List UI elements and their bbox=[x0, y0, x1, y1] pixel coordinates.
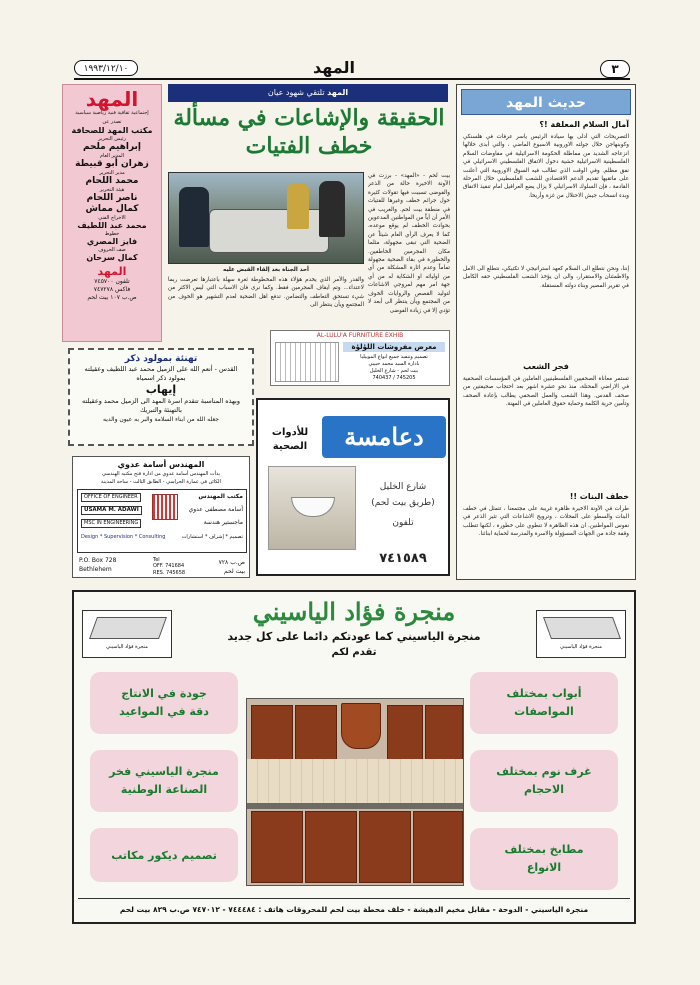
degree-ar: ماجستير هندسة bbox=[203, 519, 243, 526]
paper-title: المهد bbox=[312, 58, 356, 77]
ad-footer: منجرة الياسيني - الدوحة - مقابل مخيم الدهيشة - خلف محطة بيت لحم للمحروقات هاتف : ٧٤٤٤٨٤ - ٧٤٧٠١٢ ص.ب ٨٢٩ بيت لحم bbox=[78, 898, 630, 920]
issue-date: ١٩٩٣/١٢/١٠ bbox=[74, 60, 138, 76]
mgr-label: مدير التحرير bbox=[99, 170, 125, 176]
services-en: Design * Supervision * Consulting bbox=[81, 534, 166, 540]
editorial-para-1: التصريحات التي أدلى بها سيادة الرئيس ياسر عرفات في هلسنكي وكوبنهاجن خلال جولته الاوروبية الاسبوع الماضي ، والتي أبدى خلالها انزعاجه الشديد من مماطلة الحكومة الاسرائيلية في مفاوضات السلام الفلسطينية الاسرائيلية خشية دخول الاتفاق الفلسطيني الاسرائيلي في نفق مظلم. وفي الوقت الذي تطالب فيه السوق الاوروبية التي أعلنت على ماتقيها تقديم الدعم الاقتصادي للشعب الفلسطيني خلال المرحلة القادمة ، فإن السلوك الاسرائيلي لا يزال يضع العراقيل امام تنفيذ الاتفاق وبدء انسحاب جيش الاحتلال من غزة وأريحا. bbox=[463, 134, 629, 199]
ad-title: منجرة فؤاد الياسيني bbox=[252, 597, 456, 626]
lower-cabinet-1 bbox=[251, 811, 303, 883]
lower-cabinet-3 bbox=[359, 811, 411, 883]
backsplash bbox=[247, 759, 464, 803]
news-photo bbox=[168, 172, 364, 264]
page-number-badge: ٣ bbox=[600, 60, 630, 78]
ad-slogan: منجرة الياسيني كما عودتكم دائما على كل جديد bbox=[227, 630, 481, 643]
congrats-box bbox=[68, 348, 254, 446]
editorial-para-2: إننا، ونحن نتطلع الى السلام كعهد استراتيجي لا تكتيكي، نتطلع الى الامل والاطمئنان والاستقرار، والى ان يؤخذ الشعب الفلسطيني حقه الكامل في تقرير المصير وبناء دولته المستقلة. bbox=[463, 266, 629, 289]
board-name-2: كمال مماش bbox=[85, 204, 139, 214]
degree-en: MSC IN ENGINEERING bbox=[81, 519, 141, 528]
main-story-kicker bbox=[168, 84, 448, 102]
engineer-card bbox=[77, 489, 247, 553]
daamsa-top: للأدوات الصحية bbox=[271, 427, 309, 452]
page-header bbox=[74, 58, 630, 80]
ad-logo-caption-right: منجرة فؤاد الياسيني bbox=[560, 644, 602, 650]
kitchen-photo bbox=[246, 698, 464, 886]
pill-left-1a: جودة في الانتاج bbox=[121, 687, 207, 700]
office-ar: مكتب المهندس bbox=[198, 493, 243, 500]
pill-right-1a: أبواب بمختلف bbox=[506, 687, 582, 700]
name-en: USAMA M. ADAWI bbox=[81, 506, 142, 515]
masthead-phone: تلفون ٧٤٥٧٠٠ bbox=[94, 278, 130, 285]
pill-right-3a: مطابخ بمختلف bbox=[504, 843, 584, 856]
upper-cabinet-2 bbox=[295, 705, 337, 761]
masthead-logo-small: المهد bbox=[97, 265, 127, 278]
editorial-para-4: طرأت في الأونة الاخيرة ظاهرة غريبة على مجتمعنا ، تتمثل في خطف البنات والسطو على المحلات ، وترويج الاشاعات التي تثير الذعر في نفوس المواطنين. ان هذه الظاهرة لا تنطوي على خطورة ، لكنها تتطلب وقفة جادة من الجهات المسؤولة والاسرة والمدرسة لحماية ابنائنا. bbox=[463, 506, 629, 538]
engineer-ad bbox=[72, 456, 250, 578]
daamsa-road: (طريق بيت لحم) bbox=[371, 498, 435, 508]
pobox-ar: ص.ب ٧٢٨ bbox=[218, 559, 245, 566]
office-en: OFFICE OF ENGINEER bbox=[81, 493, 141, 502]
gm-name: زهران أبو قبيطة bbox=[75, 159, 149, 169]
photo-vehicle bbox=[209, 209, 329, 253]
furniture-title-en: AL-LULU'A FURNITURE EXHIB bbox=[316, 332, 404, 339]
ad-pill-left-1 bbox=[90, 672, 238, 734]
pill-right-3b: الانواع bbox=[526, 861, 562, 874]
upper-cabinet-4 bbox=[425, 705, 463, 761]
editorial-subhead-3: خطف البنات !! bbox=[569, 492, 629, 501]
furniture-line1: تصميم وتنفيذ جميع انواع الموبيليا bbox=[360, 354, 428, 360]
pill-right-2a: غرف نوم بمختلف bbox=[496, 765, 592, 778]
saw-icon bbox=[89, 617, 167, 639]
crib-illustration bbox=[275, 342, 339, 382]
header-rule bbox=[74, 78, 630, 80]
photo-caption: أحد الجناة بعد إلقاء القبض عليه bbox=[223, 267, 309, 273]
congrats-text3: جعله الله من ابناء السلامة والبر به عيون والديه bbox=[103, 416, 219, 423]
editorial-para-3: تستمر معاناة الصحفيين الفلسطينيين العاملين في المؤسسات الصحفية في الاراضي المحتلة، منذ نحو عشرة اشهر بعد احتجاب صحيفتين من صحف القدس. وهذا الشعب والعمل الصحفي يطالب بإعادة الصحف وتأمين حرية الكلمة وحماية حقوق العاملين في المهنة. bbox=[463, 376, 629, 408]
masthead-fax: فاكس ٧٤٧٢٧٨ bbox=[93, 286, 131, 293]
calligraphy-label: خطوط bbox=[104, 231, 120, 237]
furniture-ad bbox=[270, 330, 450, 386]
board-name-1: ناصر اللحام bbox=[86, 193, 138, 203]
furniture-line3: بيت لحم - شارع الخليل bbox=[369, 368, 419, 374]
upper-cabinet-1 bbox=[251, 705, 293, 761]
gm-label: المدير العام bbox=[99, 153, 125, 159]
kicker-text: تلتقي شهود عيان bbox=[267, 88, 325, 97]
engineer-line2: الكائن في عمارة الجراسي - الطابق الثالث - ساحة المدينة bbox=[101, 479, 221, 485]
daamsa-phone: ٧٤١٥٨٩ bbox=[379, 551, 427, 566]
pill-left-2b: الصناعة الوطنية bbox=[120, 783, 208, 796]
ad-logo-right bbox=[536, 610, 626, 658]
daamsa-phone-label: تلفون bbox=[392, 518, 414, 528]
ad-logo-caption-left: منجرة فؤاد الياسيني bbox=[106, 644, 148, 650]
editorial-subhead-1: آمال السلام المعلقة !؟ bbox=[539, 120, 629, 129]
main-story-col2: والقدر والأمر الذي يخدم هؤلاء هذه المخطوطة ثغرة سهلة باعتبارها تعرضت ربما لاعتداء... وتم ايقاف المجرمين فقط. وكما نرى فان الاسباب التي ليس الاكثر من شيء تستحق التعاطف والتضامن. تدفع اهل الضحية لعدم التشهير هو الخوف من المجتمع ويأن ينتظر الى bbox=[168, 277, 364, 309]
congrats-name: إيهاب bbox=[145, 383, 177, 396]
ad-pill-left-3: تصميم ديكور مكاتب bbox=[90, 828, 238, 882]
daamsa-photo bbox=[268, 466, 356, 550]
ad-logo-left bbox=[82, 610, 172, 658]
range-hood bbox=[341, 703, 381, 749]
congrats-text1: القدس - أنعم الله على الزميل محمد عبد اللطيف وعقيلته بمولود ذكر اسمياه bbox=[84, 365, 238, 382]
furniture-line2: بادارة السيد محمد حبيبي bbox=[368, 361, 420, 367]
calligraphy-name: فايز المصري bbox=[86, 237, 138, 246]
ad-pill-right-2 bbox=[470, 750, 618, 812]
editorial-column bbox=[456, 84, 636, 580]
ad-pill-right-1 bbox=[470, 672, 618, 734]
pill-left-2a: منجرة الياسيني فخر bbox=[109, 765, 219, 778]
tel-label: Tel bbox=[153, 557, 160, 563]
masthead-box bbox=[62, 84, 162, 342]
pill-right-1b: المواصفات bbox=[514, 705, 574, 718]
photo-person-1 bbox=[287, 183, 309, 229]
photo-person-3 bbox=[179, 187, 209, 247]
engineer-title: المهندس أسامة عدوي bbox=[117, 460, 205, 469]
photo-person-2 bbox=[319, 181, 345, 237]
daamsa-ad bbox=[256, 398, 450, 576]
carpentry-ad bbox=[72, 590, 636, 924]
typesetting-name: كمال سرحان bbox=[86, 253, 138, 262]
kicker-brand: المهد bbox=[327, 88, 349, 97]
ad-offer: تقدم لكم bbox=[331, 647, 377, 658]
ad-pill-left-2 bbox=[90, 750, 238, 812]
pobox-en: P.O. Box 728 bbox=[79, 557, 117, 564]
building-logo-icon bbox=[152, 494, 178, 520]
saw-icon-2 bbox=[543, 617, 621, 639]
daamsa-street: شارع الخليل bbox=[379, 482, 427, 492]
tel-office: OFF. 741684 bbox=[153, 563, 185, 569]
engineer-line1: بدأت المهندس أسامة عدوي من ادارة فتح مكتبه الهندسي bbox=[101, 471, 221, 477]
city-en: Bethlehem bbox=[79, 566, 112, 573]
art-name: محمد عبد اللطيف bbox=[77, 221, 147, 230]
furniture-phone: 740437 / 745205 bbox=[372, 375, 416, 381]
countertop bbox=[247, 803, 464, 809]
lower-cabinet-2 bbox=[305, 811, 357, 883]
mgr-name: محمد اللحام bbox=[85, 176, 139, 186]
daamsa-logo: دعامسة bbox=[322, 416, 446, 458]
art-label: الاخراج الفني bbox=[98, 215, 126, 221]
board-label: هيئة التحرير bbox=[99, 187, 125, 193]
congrats-text2: وبهذه المناسبة تتقدم اسرة المهد الى الزميل محمد وعقيلته بالتهنئة والتبريك bbox=[81, 397, 240, 414]
editor-name: إبراهيم ملحم bbox=[82, 142, 142, 152]
city-ar: بيت لحم bbox=[224, 568, 245, 575]
name-ar: أسامة مصطفى عدوي bbox=[188, 506, 243, 513]
pill-right-2b: الاحجام bbox=[524, 783, 565, 796]
editor-label: رئيس التحرير bbox=[98, 136, 126, 142]
publisher-name: مكتب المهد للصحافة bbox=[71, 126, 153, 135]
services-ar: تصميم * إشراف * استشارات bbox=[181, 534, 243, 540]
sink-fixture bbox=[291, 497, 335, 517]
masthead-tagline: إجتماعية ثقافية فنية رياضية سياسية bbox=[75, 110, 149, 116]
editorial-subhead-2: فجر الشعب bbox=[523, 362, 569, 371]
congrats-title: تهنئة بمولود ذكر bbox=[124, 354, 198, 364]
upper-cabinet-3 bbox=[387, 705, 423, 761]
main-story-col1: بيت لحم - «المهد» - برزت في الآونة الاخيرة حالة من الذعر والفوضى تسببت فيها تقولات كثيرة حول جرائم خطف وغيرها للفتيات في منطقة بيت لحم. والغريب في الأمر أن أياً من المواطنين المدعوين بحوادث الخطف لم يوقع موعده، كما لا يعرف الرأي العام شيئاً عن الضحية التي تبقى مجهولة، مثلما مكان المجرمين الخاطفين. والخطورة في بقاء الضحية مجهولة تماماً وعدم اثارة المشكلة من أي من اوليائه او الشكاية له من أي جهة امر مهم لمروجي الاشاعات لتوليد القصص والروايات الخوف من المجتمع ويأن ينتظر الى أبعد لا تؤدي إلا في زيادة الفوضى bbox=[368, 173, 450, 314]
masthead-pobox: ص.ب ١٠٧ بيت لحم bbox=[87, 294, 137, 301]
editorial-banner: حديث المهد bbox=[461, 89, 631, 115]
typesetting-label: صف الحروف bbox=[98, 247, 126, 253]
tel-res: RES. 745658 bbox=[153, 570, 186, 576]
lower-cabinet-4 bbox=[413, 811, 463, 883]
furniture-title-ar: معرض مفروشات اللؤلؤة bbox=[343, 342, 445, 352]
pill-left-1b: دقة في المواعيد bbox=[119, 705, 209, 718]
publisher-label: تصدر عن bbox=[102, 119, 122, 125]
main-story-headline: الحقيقة والإشاعات في مسألة خطف الفتيات bbox=[173, 105, 445, 159]
ad-pill-right-3 bbox=[470, 828, 618, 890]
masthead-logo: المهد bbox=[85, 87, 139, 111]
